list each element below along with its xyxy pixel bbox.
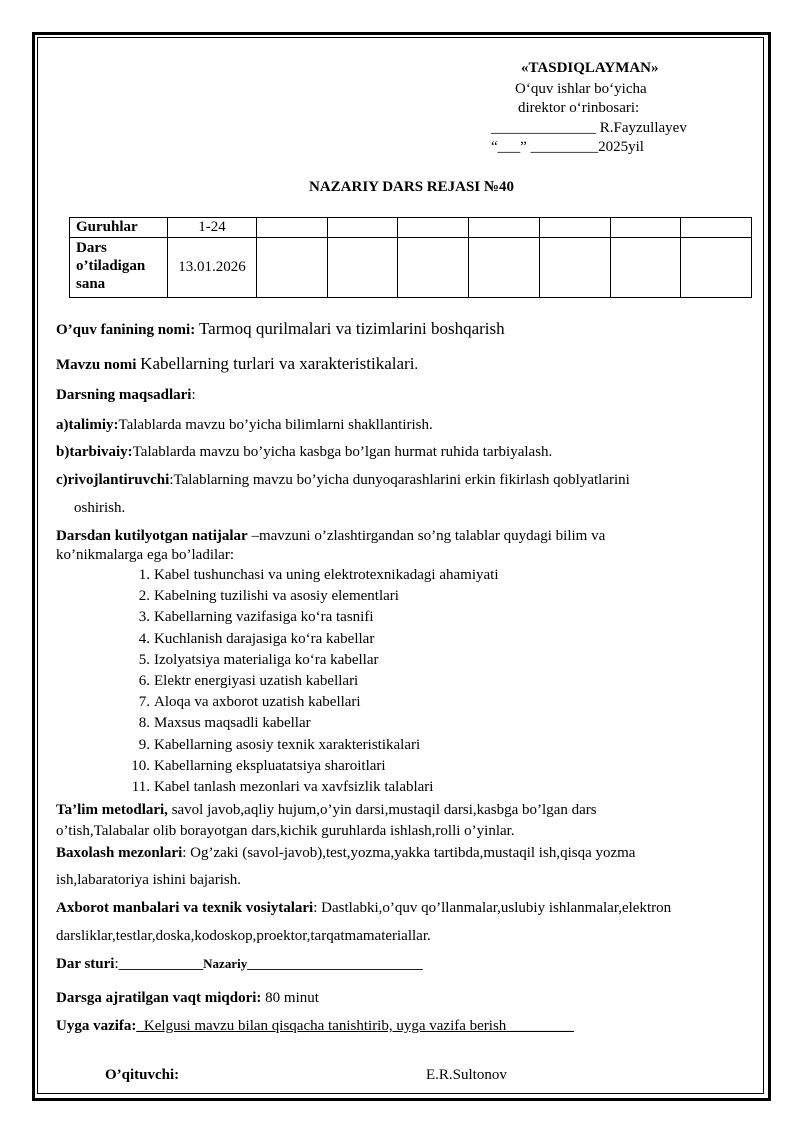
topic-value: Kabellarning turlari va xarakteristikalari xyxy=(140,354,415,373)
outcome-list-item xyxy=(120,713,620,734)
groups-label: Guruhlar xyxy=(70,218,168,238)
outcome-number: 2. xyxy=(138,588,150,605)
groups-value: 1-24 xyxy=(168,218,257,238)
methods-row: Ta’lim metodlari, savol javob,aqliy hujum,o’yin darsi,mustaqil darsi,kasbga bo’lgan dars xyxy=(56,802,597,818)
outcome-number: 10. xyxy=(131,757,150,774)
group-date-table xyxy=(69,217,752,298)
outcome-list-item xyxy=(120,756,620,777)
goals-heading: Darsning maqsadlari: xyxy=(56,387,196,403)
outcome-text: Kabellarning asosiy texnik xarakteristikalari xyxy=(154,736,421,753)
outcome-number: 11. xyxy=(131,778,150,795)
resources-row-continued: darsliklar,testlar,doska,kodoskop,proektor,tarqatmamateriallar. xyxy=(56,928,431,944)
approval-date: “___” _________2025yil xyxy=(491,139,644,155)
outcome-list-item xyxy=(120,777,620,798)
outcome-text: Kuchlanish darajasiga ko‘ra kabellar xyxy=(154,630,375,647)
goal-b: b)tarbivaiy:Talablarda mavzu bo’yicha kasbga bo’lgan hurmat ruhida tarbiyalash. xyxy=(56,444,553,460)
approval-signature: ______________ R.Fayzullayev xyxy=(491,120,687,136)
duration-row: Darsga ajratilgan vaqt miqdori: 80 minut xyxy=(56,990,319,1006)
outcome-text: Kabellarning ekspluatatsiya sharoitlari xyxy=(154,757,386,774)
document-title: NAZARIY DARS REJASI №40 xyxy=(309,179,514,195)
outcomes-row-continued: ko’nikmalarga ega bo’ladilar: xyxy=(56,547,234,563)
outcome-number: 6. xyxy=(138,672,150,689)
outcome-text: Kabelning tuzilishi va asosiy elementlari xyxy=(154,588,399,605)
topic-row: Mavzu nomi Kabellarning turlari va xarakteristikalari. xyxy=(56,354,419,373)
outcomes-list xyxy=(120,565,620,798)
outcome-list-item xyxy=(120,565,620,586)
approval-title: «TASDIQLAYMAN» xyxy=(521,60,659,76)
course-label: O’quv fanining nomi: xyxy=(56,322,196,338)
outcome-number: 8. xyxy=(138,715,150,732)
outcome-number: 7. xyxy=(138,694,150,711)
approval-line1: O‘quv ishlar bo‘yicha xyxy=(515,81,647,97)
course-value: Tarmoq qurilmalari va tizimlarini boshqarish xyxy=(198,319,505,338)
goal-c: c)rivojlantiruvchi:Talablarning mavzu bo’yicha dunyoqarashlarini erkin fikirlash qoblyatlarini xyxy=(56,472,630,488)
outcome-list-item xyxy=(120,671,620,692)
outcome-list-item xyxy=(120,650,620,671)
approval-line2: direktor o‘rinbosari: xyxy=(518,100,640,116)
outcome-text: Maxsus maqsadli kabellar xyxy=(154,715,311,732)
outcome-list-item xyxy=(120,586,620,607)
outcome-text: Kabel tanlash mezonlari va xavfsizlik talablari xyxy=(154,778,434,795)
lesson-type-row: Dar sturi:_____________Nazariy___________________________ xyxy=(56,956,423,972)
resources-row: Axborot manbalari va texnik vosiytalari: Dastlabki,o’quv qo’llanmalar,uslubiy ishlanmalar,elektron xyxy=(56,900,672,916)
teacher-name: E.R.Sultonov xyxy=(426,1067,507,1083)
goal-c-continued: oshirish. xyxy=(74,500,126,516)
outcome-list-item xyxy=(120,692,620,713)
lesson-type-value: _____________Nazariy___________________________ xyxy=(118,956,423,971)
teacher-label: O’qituvchi: xyxy=(105,1067,180,1083)
goal-a: a)talimiy:Talablarda mavzu bo’yicha bilimlarni shakllantirish. xyxy=(56,417,433,433)
methods-row-continued: o’tish,Talabalar olib borayotgan dars,kichik guruhlarda ishlash,rolli o’yinlar. xyxy=(56,823,515,839)
outcome-list-item xyxy=(120,607,620,628)
assessment-row-continued: ish,labaratoriya ishini bajarish. xyxy=(56,872,241,888)
lesson-date-label: Dars o’tiladigan sana xyxy=(70,238,168,298)
outcome-text: Izolyatsiya materialiga ko‘ra kabellar xyxy=(154,651,379,668)
outcome-number: 4. xyxy=(138,630,150,647)
outcome-list-item xyxy=(120,629,620,650)
outcomes-row: Darsdan kutilyotgan natijalar –mavzuni o’zlashtirgandan so’ng talablar quydagi bilim va xyxy=(56,528,606,544)
homework-row: Uyga vazifa:_Kelgusi mavzu bilan qisqacha tanishtirib, uyga vazifa berish_________ xyxy=(56,1018,574,1034)
outcome-number: 9. xyxy=(138,736,150,753)
course-row xyxy=(56,320,505,339)
outcome-list-item xyxy=(120,735,620,756)
outcome-number: 3. xyxy=(138,609,150,626)
lesson-date-value: 13.01.2026 xyxy=(168,238,257,298)
homework-value: _Kelgusi mavzu bilan qisqacha tanishtirib, uyga vazifa berish_________ xyxy=(136,1018,574,1034)
outcome-text: Kabel tushunchasi va uning elektrotexnikadagi ahamiyati xyxy=(154,567,499,583)
assessment-row: Baxolash mezonlari: Og’zaki (savol-javob),test,yozma,yakka tartibda,mustaqil ish,qisqa yozma xyxy=(56,845,636,861)
outcome-text: Elektr energiyasi uzatish kabellari xyxy=(154,672,359,689)
topic-label: Mavzu nomi xyxy=(56,357,137,373)
outcome-text: Kabellarning vazifasiga ko‘ra tasnifi xyxy=(154,609,374,626)
outcome-number: 5. xyxy=(138,651,150,668)
outcome-number: 1. xyxy=(138,567,150,583)
outcome-text: Aloqa va axborot uzatish kabellari xyxy=(154,694,361,711)
